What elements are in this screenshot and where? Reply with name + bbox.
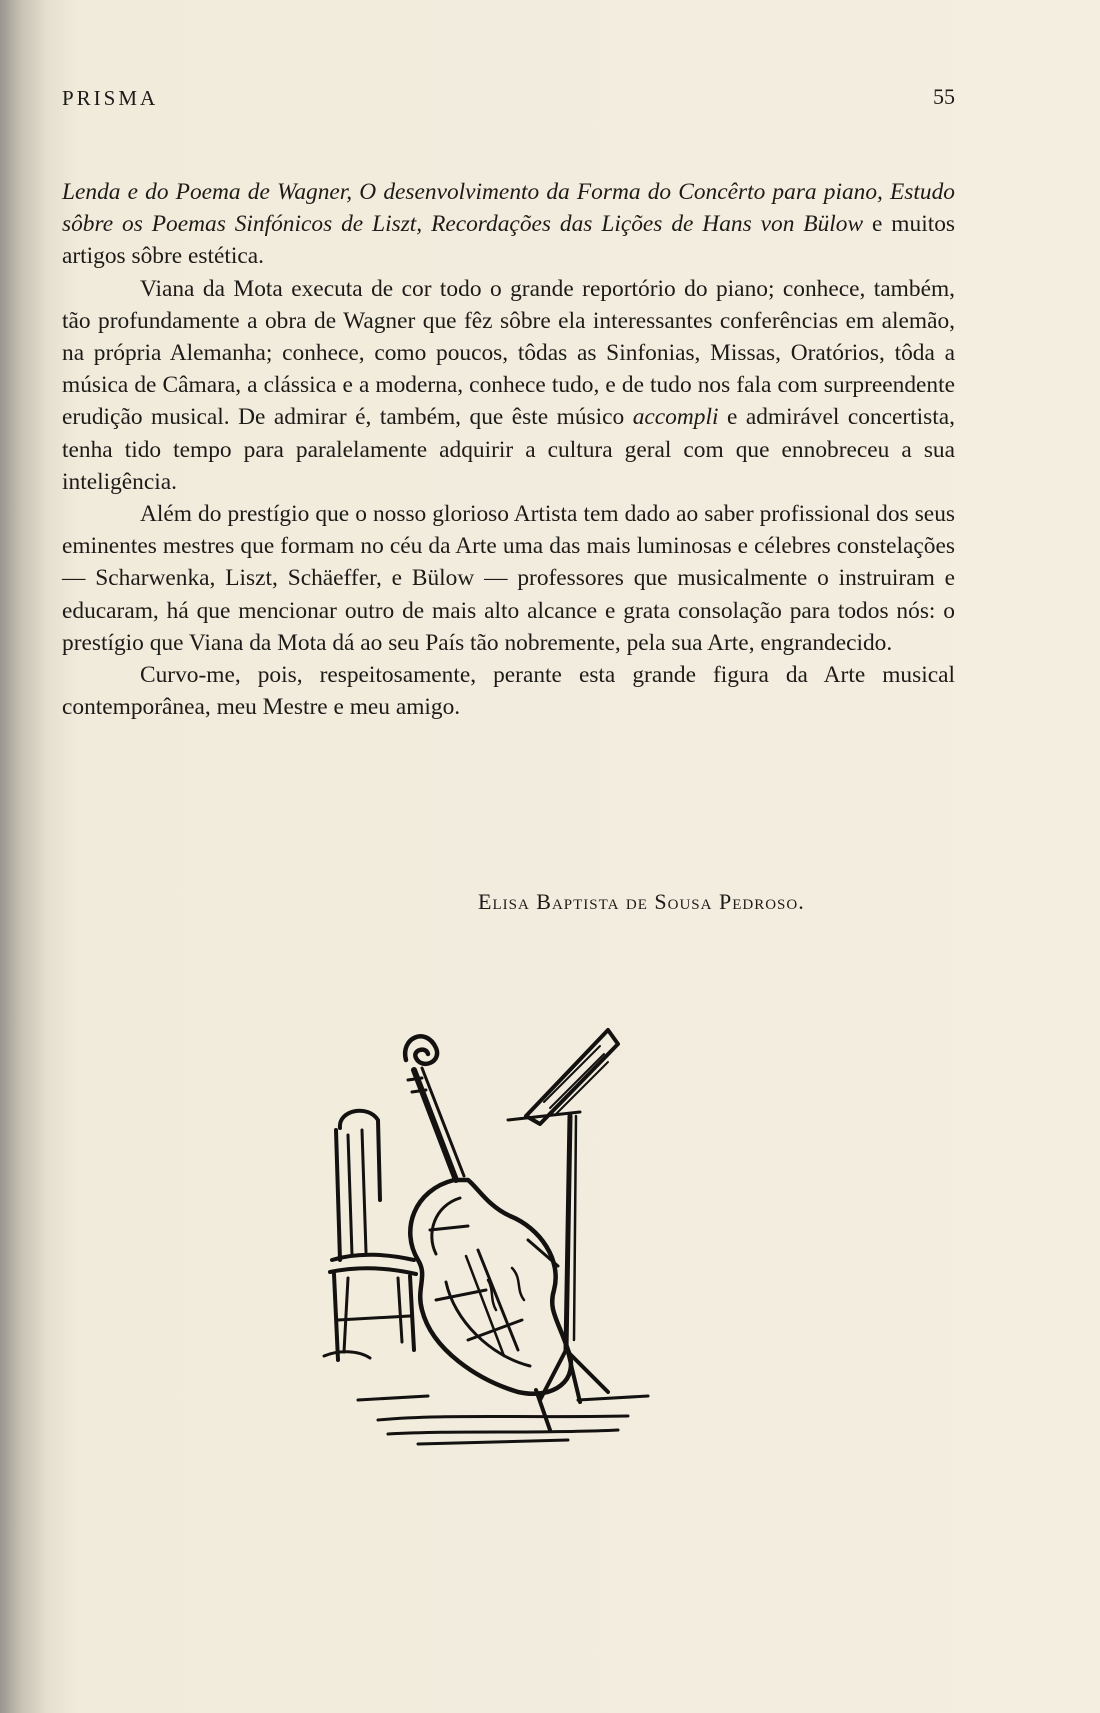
paragraph-1: [62, 176, 955, 273]
cello-chair-music-stand-drawing-icon: [318, 1020, 698, 1470]
chair-icon: [324, 1111, 416, 1360]
paragraph-4: [62, 659, 955, 723]
author-signature: Elisa Baptista de Sousa Pedroso.: [478, 889, 805, 914]
text-run: Viana da Mota executa de cor todo o grande reportório do piano; conhece, também, tão profundamente a obra de Wagner que fêz sôbre ela interessantes conferências em alemão, na própria Alemanha; conhece, como poucos, tôdas as Sinfonias, Missas, Oratórios, tôda a música de Câmara, a clássica e a moderna, conhece tudo, e de tudo nos fala com surpreendente erudição musical. De admirar é, também, que êste músico: [62, 275, 955, 431]
body-text: [62, 176, 955, 723]
italic-run: accompli: [632, 404, 719, 431]
text-run: e muitos artigos sôbre estética.: [62, 211, 955, 270]
paragraph-2: [62, 273, 955, 498]
page-number: 55: [933, 84, 955, 109]
floor-lines-icon: [358, 1396, 648, 1444]
text-run: Curvo-me, pois, respeitosamente, perante esta grande figura da Arte musical contemporânea, meu Mestre e meu amigo.: [62, 662, 955, 721]
text-run: e admirável concertista, tenha tido tempo para paralelamente adquirir a cultura geral com que ennobreceu a sua inteligência.: [62, 404, 955, 495]
text-run: Além do prestígio que o nosso glorioso Artista tem dado ao saber profissional dos seus eminentes mestres que formam no céu da Arte uma das mais luminosas e célebres constelações — Scharwenka, Liszt, Schäeffer, e Bülow — professores que musicalmente o instruiram e educaram, há que mencionar outro de mais alto alcance e grata consolação para todos nós: o prestígio que Viana da Mota dá ao seu País tão nobremente, pela sua Arte, engrandecido.: [62, 501, 955, 656]
music-stand-icon: [508, 1030, 618, 1402]
paragraph-3: [62, 498, 955, 659]
italic-run: Lenda e do Poema de Wagner, O desenvolvimento da Forma do Concêrto para piano, Estudo sôbre os Poemas Sinfónicos de Liszt, Recordações das Lições de Hans von Bülow: [62, 179, 955, 238]
running-head: PRISMA: [62, 86, 159, 110]
